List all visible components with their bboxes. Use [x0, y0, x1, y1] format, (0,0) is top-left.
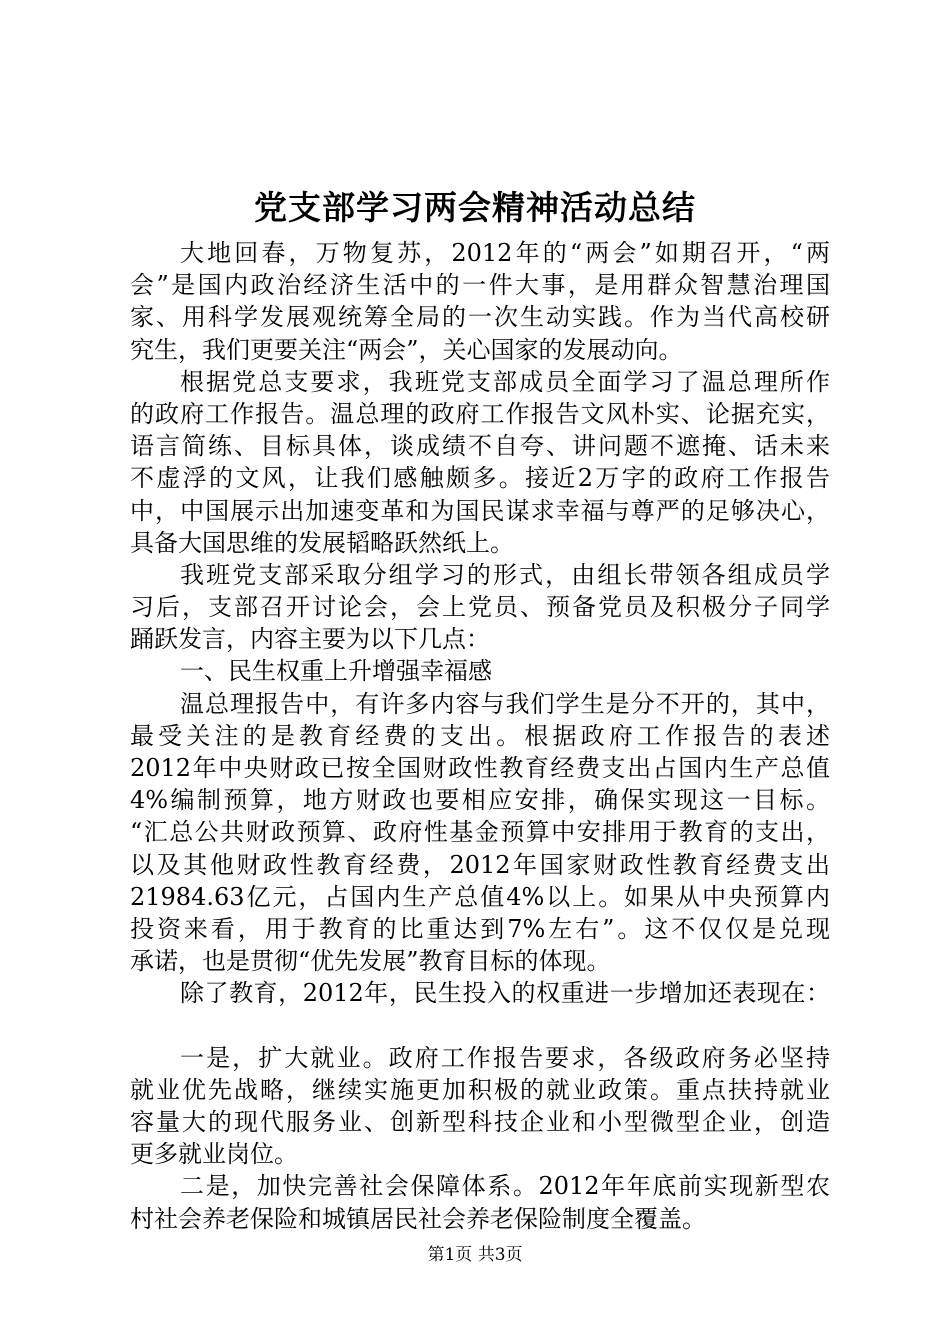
page-footer: 第1页 共3页: [427, 1245, 523, 1265]
text-line: 最受关注的是教育经费的支出。根据政府工作报告的表述: [130, 721, 830, 750]
text-line: 一是，扩大就业。政府工作报告要求，各级政府务必坚持: [180, 1043, 830, 1072]
text-line: 我班党支部采取分组学习的形式，由组长带领各组成员学: [180, 560, 830, 589]
text-line: 习后，支部召开讨论会，会上党员、预备党员及积极分子同学: [130, 593, 830, 622]
text-line: 一、民生权重上升增强幸福感: [180, 657, 492, 686]
text-line: 以及其他财政性教育经费，2012年国家财政性教育经费支出: [130, 850, 830, 879]
text-line: 家、用科学发展观统筹全局的一次生动实践。作为当代高校研: [130, 303, 830, 332]
text-line: 就业优先战略，继续实施更加积极的就业政策。重点扶持就业: [130, 1075, 830, 1104]
text-line: 21984.63亿元，占国内生产总值4%以上。如果从中央预算内: [130, 882, 830, 911]
text-line: 会”是国内政治经济生活中的一件大事，是用群众智慧治理国: [130, 271, 830, 300]
text-line: 除了教育，2012年，民生投入的权重进一步增加还表现在：: [180, 979, 830, 1008]
document-title: 党支部学习两会精神活动总结: [254, 188, 696, 227]
text-line: 不虚浮的文风，让我们感触颇多。接近2万字的政府工作报告: [130, 464, 830, 493]
text-line: 4%编制预算，地方财政也要相应安排，确保实现这一目标。: [130, 786, 830, 815]
text-line: “汇总公共财政预算、政府性基金预算中安排用于教育的支出，: [130, 818, 830, 847]
text-line: 投资来看，用于教育的比重达到7%左右”。这不仅仅是兑现: [130, 914, 830, 943]
text-line: 大地回春，万物复苏，2012年的“两会”如期召开，“两: [180, 239, 830, 267]
text-line: 更多就业岗位。: [130, 1140, 298, 1169]
text-line: 中，中国展示出加速变革和为国民谋求幸福与尊严的足够决心，: [130, 496, 830, 525]
blank-line: [130, 1010, 830, 1042]
text-line: 的政府工作报告。温总理的政府工作报告文风朴实、论据充实，: [130, 399, 830, 428]
text-line: 承诺，也是贯彻“优先发展”教育目标的体现。: [130, 947, 611, 976]
text-line: 温总理报告中，有许多内容与我们学生是分不开的，其中，: [180, 689, 830, 718]
text-line: 二是，加快完善社会保障体系。2012年年底前实现新型农: [180, 1172, 830, 1201]
text-line: 语言简练、目标具体，谈成绩不自夸、讲问题不遮掩、话未来: [130, 432, 830, 461]
document-body: [130, 237, 830, 1235]
text-line: 容量大的现代服务业、创新型科技企业和小型微型企业，创造: [130, 1108, 830, 1137]
text-line: 根据党总支要求，我班党支部成员全面学习了温总理所作: [180, 367, 830, 396]
text-line: 踊跃发言，内容主要为以下几点：: [130, 625, 490, 654]
text-line: 究生，我们更要关注“两会”，关心国家的发展动向。: [130, 335, 683, 364]
text-line: 2012年中央财政已按全国财政性教育经费支出占国内生产总值: [130, 754, 830, 782]
text-line: 具备大国思维的发展韬略跃然纸上。: [130, 528, 514, 557]
text-line: 村社会养老保险和城镇居民社会养老保险制度全覆盖。: [130, 1204, 706, 1233]
